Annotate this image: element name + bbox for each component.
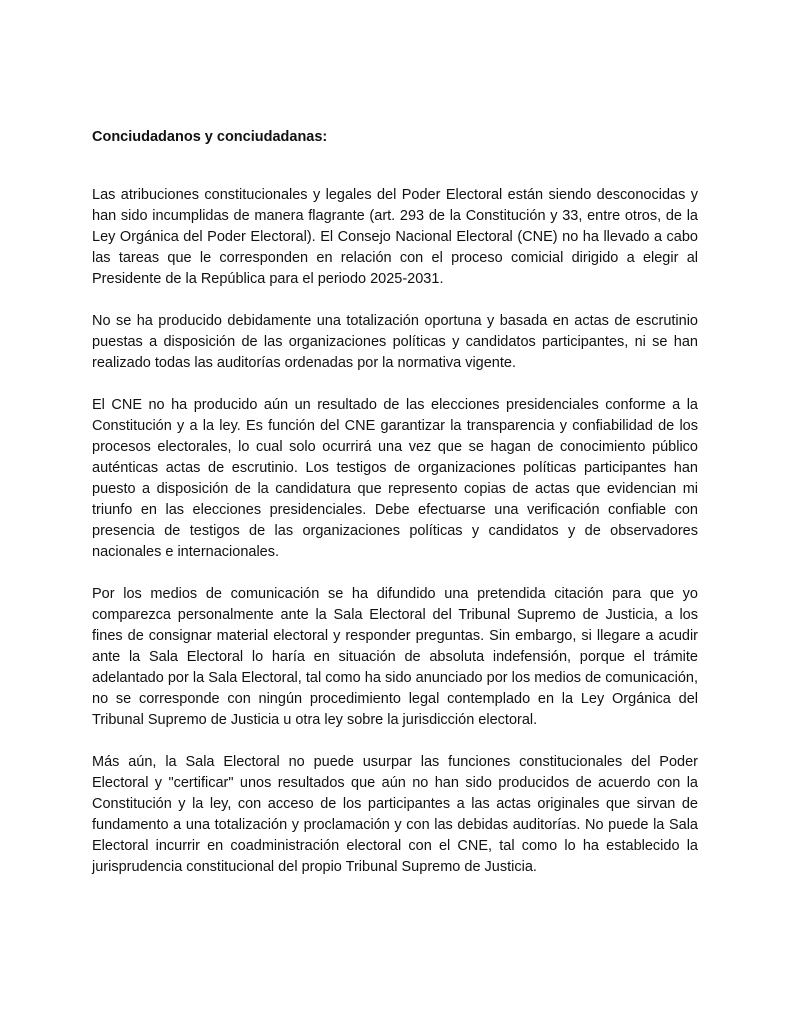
- paragraph-5: Más aún, la Sala Electoral no puede usurpar las funciones constitucionales del Poder Electoral y "certificar" unos resultados que aún no han sido producidos de acuerdo con la Constitución y la ley, con acceso de los participantes a las actas originales que sirvan de fundamento a una totalización y proclamación y con las debidas auditorías. No puede la Sala Electoral incurrir en coadministración electoral con el CNE, tal como lo ha establecido la jurisprudencia constitucional del propio Tribunal Supremo de Justicia.: [92, 754, 698, 875]
- document-page: [92, 127, 698, 899]
- salutation: Conciudadanos y conciudadanas:: [92, 129, 328, 145]
- paragraph-2: No se ha producido debidamente una totalización oportuna y basada en actas de escrutinio puestas a disposición de las organizaciones políticas y candidatos participantes, ni se han realizado todas las auditorías ordenadas por la normativa vigente.: [92, 313, 698, 371]
- paragraph-3: El CNE no ha producido aún un resultado de las elecciones presidenciales conforme a la Constitución y a la ley. Es función del CNE garantizar la transparencia y confiabilidad de los procesos electorales, lo cual solo ocurrirá una vez que se hagan de conocimiento público auténticas actas de escrutinio. Los testigos de organizaciones políticas participantes han puesto a disposición de la candidatura que represento copias de actas que evidencian mi triunfo en las elecciones presidenciales. Debe efectuarse una verificación confiable con presencia de testigos de las organizaciones políticas y candidatos y de observadores nacionales e internacionales.: [92, 397, 698, 560]
- paragraph-4: Por los medios de comunicación se ha difundido una pretendida citación para que yo comparezca personalmente ante la Sala Electoral del Tribunal Supremo de Justicia, a los fines de consignar material electoral y responder preguntas. Sin embargo, si llegare a acudir ante la Sala Electoral lo haría en situación de absoluta indefensión, porque el trámite adelantado por la Sala Electoral, tal como ha sido anunciado por los medios de comunicación, no se corresponde con ningún procedimiento legal contemplado en la Ley Orgánica del Tribunal Supremo de Justicia u otra ley sobre la jurisdicción electoral.: [92, 586, 698, 728]
- paragraph-1: Las atribuciones constitucionales y legales del Poder Electoral están siendo desconocidas y han sido incumplidas de manera flagrante (art. 293 de la Constitución y 33, entre otros, de la Ley Orgánica del Poder Electoral). El Consejo Nacional Electoral (CNE) no ha llevado a cabo las tareas que le corresponden en relación con el proceso comicial dirigido a elegir al Presidente de la República para el periodo 2025-2031.: [92, 187, 698, 287]
